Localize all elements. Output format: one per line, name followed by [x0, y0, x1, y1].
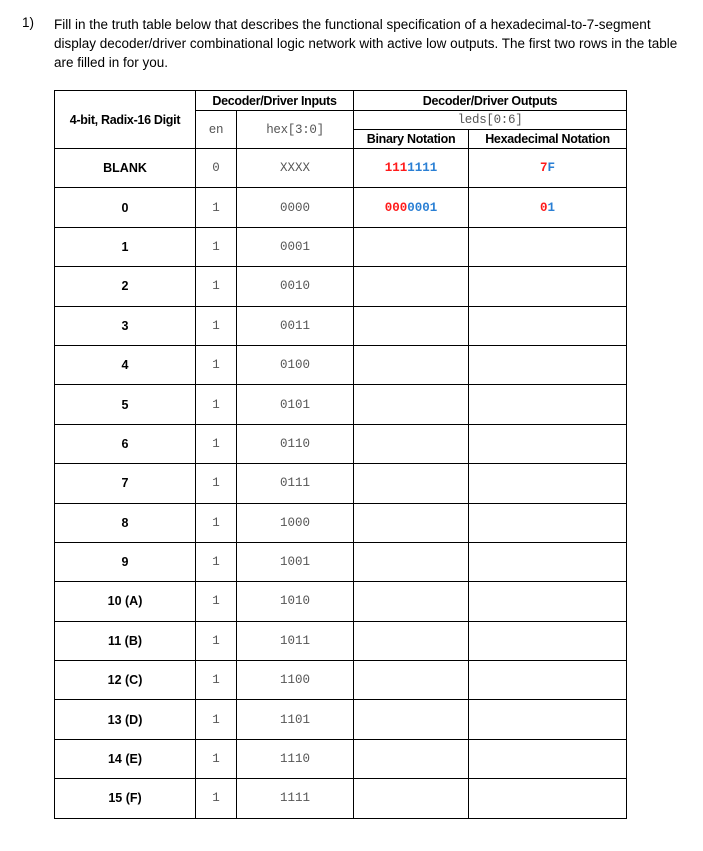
- binary-output-cell[interactable]: [354, 149, 469, 188]
- binary-output-cell[interactable]: [354, 661, 469, 700]
- table-row: [55, 582, 627, 621]
- table-row: [55, 345, 627, 384]
- header-leds: leds[0:6]: [354, 111, 627, 130]
- hex-input-cell: 0110: [237, 424, 354, 463]
- hex-input-cell: 1111: [237, 779, 354, 818]
- table-row: [55, 621, 627, 660]
- hex-output-cell[interactable]: [469, 267, 627, 306]
- header-hex: hex[3:0]: [237, 111, 354, 149]
- hex-input-cell: 0011: [237, 306, 354, 345]
- en-cell: 1: [196, 424, 237, 463]
- table-row: [55, 149, 627, 188]
- hex-output-cell[interactable]: [469, 149, 627, 188]
- en-cell: 1: [196, 227, 237, 266]
- hex-output-cell[interactable]: [469, 227, 627, 266]
- binary-output-cell[interactable]: [354, 188, 469, 227]
- en-cell: 1: [196, 542, 237, 581]
- binary-output-cell[interactable]: [354, 306, 469, 345]
- en-cell: 1: [196, 464, 237, 503]
- en-cell: 1: [196, 503, 237, 542]
- binary-output-cell[interactable]: [354, 542, 469, 581]
- hex-blue-digit: 1: [547, 200, 556, 215]
- en-cell: 1: [196, 582, 237, 621]
- table-row: [55, 306, 627, 345]
- hex-input-cell: 1010: [237, 582, 354, 621]
- header-binary: Binary Notation: [354, 130, 469, 149]
- binary-output-cell[interactable]: [354, 503, 469, 542]
- hex-output-cell[interactable]: [469, 700, 627, 739]
- binary-output-cell[interactable]: [354, 267, 469, 306]
- hex-input-cell: 1001: [237, 542, 354, 581]
- en-cell: 1: [196, 345, 237, 384]
- binary-output-cell[interactable]: [354, 700, 469, 739]
- binary-output-cell[interactable]: [354, 227, 469, 266]
- binary-output-cell[interactable]: [354, 621, 469, 660]
- en-cell: 0: [196, 149, 237, 188]
- hex-input-cell: 0111: [237, 464, 354, 503]
- table-row: [55, 424, 627, 463]
- hex-red-digit: 7: [539, 161, 548, 176]
- binary-output-cell[interactable]: [354, 385, 469, 424]
- hex-input-cell: 0010: [237, 267, 354, 306]
- hex-output-cell[interactable]: [469, 188, 627, 227]
- digit-cell: 5: [55, 385, 196, 424]
- binary-red-bits: 000: [384, 200, 408, 215]
- hex-output-cell[interactable]: [469, 582, 627, 621]
- hex-output-cell[interactable]: [469, 779, 627, 818]
- hex-input-cell: XXXX: [237, 149, 354, 188]
- binary-output-cell[interactable]: [354, 739, 469, 778]
- hex-output-cell[interactable]: [469, 345, 627, 384]
- table-row: [55, 227, 627, 266]
- table-row: [55, 464, 627, 503]
- hex-output-cell[interactable]: [469, 739, 627, 778]
- binary-blue-bits: 0001: [407, 200, 438, 215]
- hex-output-cell[interactable]: [469, 621, 627, 660]
- hex-input-cell: 1011: [237, 621, 354, 660]
- header-hex-notation: Hexadecimal Notation: [469, 130, 627, 149]
- table-row: [55, 188, 627, 227]
- hex-input-cell: 1100: [237, 661, 354, 700]
- hex-output-cell[interactable]: [469, 385, 627, 424]
- hex-output-cell[interactable]: [469, 306, 627, 345]
- binary-output-cell[interactable]: [354, 424, 469, 463]
- digit-cell: 15 (F): [55, 779, 196, 818]
- digit-cell: 2: [55, 267, 196, 306]
- hex-red-digit: 0: [539, 200, 548, 215]
- en-cell: 1: [196, 739, 237, 778]
- header-en: en: [196, 111, 237, 149]
- hex-output-cell[interactable]: [469, 542, 627, 581]
- hex-input-cell: 0101: [237, 385, 354, 424]
- digit-cell: 3: [55, 306, 196, 345]
- hex-input-cell: 0001: [237, 227, 354, 266]
- en-cell: 1: [196, 306, 237, 345]
- table-row: [55, 700, 627, 739]
- digit-cell: 14 (E): [55, 739, 196, 778]
- binary-output-cell[interactable]: [354, 582, 469, 621]
- hex-blue-digit: F: [547, 161, 556, 176]
- hex-input-cell: 1000: [237, 503, 354, 542]
- hex-output-cell[interactable]: [469, 503, 627, 542]
- table-row: [55, 267, 627, 306]
- truth-table: [54, 90, 627, 819]
- en-cell: 1: [196, 267, 237, 306]
- digit-cell: 6: [55, 424, 196, 463]
- binary-blue-bits: 1111: [407, 161, 438, 176]
- hex-output-cell[interactable]: [469, 464, 627, 503]
- table-row: [55, 739, 627, 778]
- digit-cell: 4: [55, 345, 196, 384]
- table-row: [55, 503, 627, 542]
- header-outputs: Decoder/Driver Outputs: [354, 91, 627, 111]
- table-row: [55, 661, 627, 700]
- hex-input-cell: 1110: [237, 739, 354, 778]
- en-cell: 1: [196, 621, 237, 660]
- en-cell: 1: [196, 779, 237, 818]
- hex-output-cell[interactable]: [469, 424, 627, 463]
- hex-output-cell[interactable]: [469, 661, 627, 700]
- question-number: 1): [22, 15, 35, 30]
- question-text: Fill in the truth table below that describes the functional specification of a hexadecimal-to-7-segment display decoder/driver combinational logic network with active low outputs. The first two rows in the table are filled in for you.: [54, 17, 678, 70]
- en-cell: 1: [196, 661, 237, 700]
- digit-cell: 10 (A): [55, 582, 196, 621]
- table-row: [55, 385, 627, 424]
- table-row: [55, 779, 627, 818]
- hex-input-cell: 0100: [237, 345, 354, 384]
- header-inputs: Decoder/Driver Inputs: [196, 91, 354, 111]
- header-digit: 4-bit, Radix-16 Digit: [55, 91, 196, 149]
- digit-cell: 12 (C): [55, 661, 196, 700]
- binary-output-cell[interactable]: [354, 345, 469, 384]
- binary-output-cell[interactable]: [354, 464, 469, 503]
- digit-cell: 7: [55, 464, 196, 503]
- binary-red-bits: 111: [384, 161, 408, 176]
- digit-cell: 0: [55, 188, 196, 227]
- en-cell: 1: [196, 385, 237, 424]
- binary-output-cell[interactable]: [354, 779, 469, 818]
- digit-cell: 9: [55, 542, 196, 581]
- digit-cell: 13 (D): [55, 700, 196, 739]
- hex-input-cell: 1101: [237, 700, 354, 739]
- hex-input-cell: 0000: [237, 188, 354, 227]
- en-cell: 1: [196, 700, 237, 739]
- digit-cell: 1: [55, 227, 196, 266]
- digit-cell: BLANK: [55, 149, 196, 188]
- en-cell: 1: [196, 188, 237, 227]
- digit-cell: 11 (B): [55, 621, 196, 660]
- digit-cell: 8: [55, 503, 196, 542]
- table-row: [55, 542, 627, 581]
